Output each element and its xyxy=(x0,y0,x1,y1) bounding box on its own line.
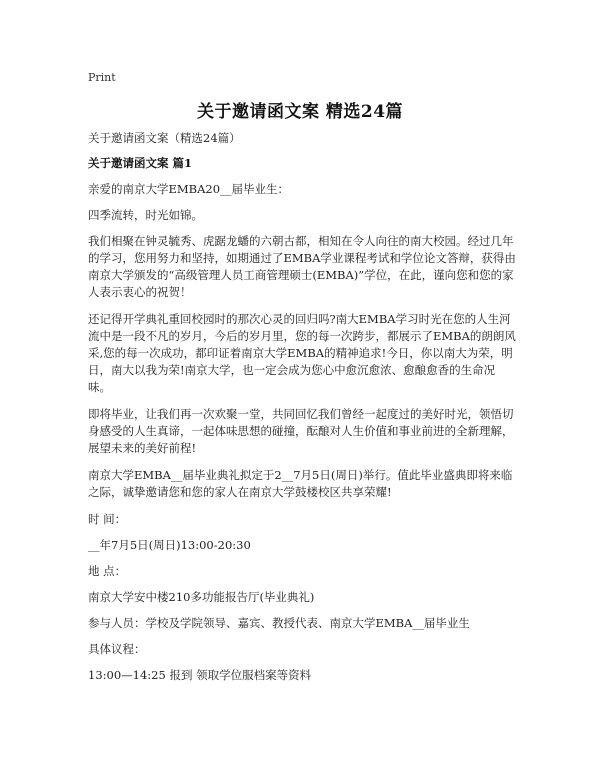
section-heading: 关于邀请函文案 篇1 xyxy=(88,156,193,170)
paragraph: 四季流转，时光如锦。 xyxy=(88,208,203,222)
location-value: 南京大学安中楼210多功能报告厅(毕业典礼) xyxy=(88,590,315,604)
agenda-item: 13:00—14:25 报到 领取学位服档案等资料 xyxy=(88,668,312,682)
document-subtitle: 关于邀请函文案（精选24篇） xyxy=(88,131,241,145)
paragraph: 我们相聚在钟灵毓秀、虎踞龙蟠的六朝古都，相知在令人向往的南大校园。经过几年的学习，您用努力和坚持，如期通过了EMBA学业课程考试和学位论文答辩，获得由南京大学颁发的“高级管理人员工商管理硕士(EMBA)”学位，在此，谨向您和您的家人表示衷心的祝贺！ xyxy=(88,234,516,299)
paragraph: 即将毕业，让我们再一次欢聚一堂，共同回忆我们曾经一起度过的美好时光，领悟切身感受的人生真谛，一起体味思想的碰撞，酝酿对人生价值和事业前进的全新理解，展望未来的美好前程! xyxy=(88,407,514,455)
agenda-label: 具体议程： xyxy=(88,642,146,656)
print-link[interactable]: Print xyxy=(88,71,116,84)
paragraph: 还记得开学典礼重回校园时的那次心灵的回归吗?南大EMBA学习时光在您的人生河流中是一段不凡的岁月，今后的岁月里，您的每一次跨步，都展示了EMBA的朗朗风采,您的每一次成功，都印证着南京大学EMBA的精神追求!今日，你以南大为荣，明日，南大以我为荣!南京大学，也一定会成为您心中愈沉愈浓、愈酿愈香的生命况味。 xyxy=(88,312,516,394)
page-title: 关于邀请函文案 精选24篇 xyxy=(196,102,404,122)
location-label: 地 点： xyxy=(88,564,127,578)
salutation: 亲爱的南京大学EMBA20__届毕业生： xyxy=(88,182,290,196)
paragraph: 南京大学EMBA__届毕业典礼拟定于2__7月5日(周日)举行。值此毕业盛典即将来临之际，诚挚邀请您和您的家人在南京大学鼓楼校区共享荣耀! xyxy=(88,468,513,499)
time-value: __年7月5日(周日)13:00-20:30 xyxy=(88,538,251,552)
participants: 参与人员：学校及学院领导、嘉宾、教授代表、南京大学EMBA__届毕业生 xyxy=(88,616,470,630)
time-label: 时 间： xyxy=(88,512,127,526)
document-body xyxy=(88,130,518,693)
